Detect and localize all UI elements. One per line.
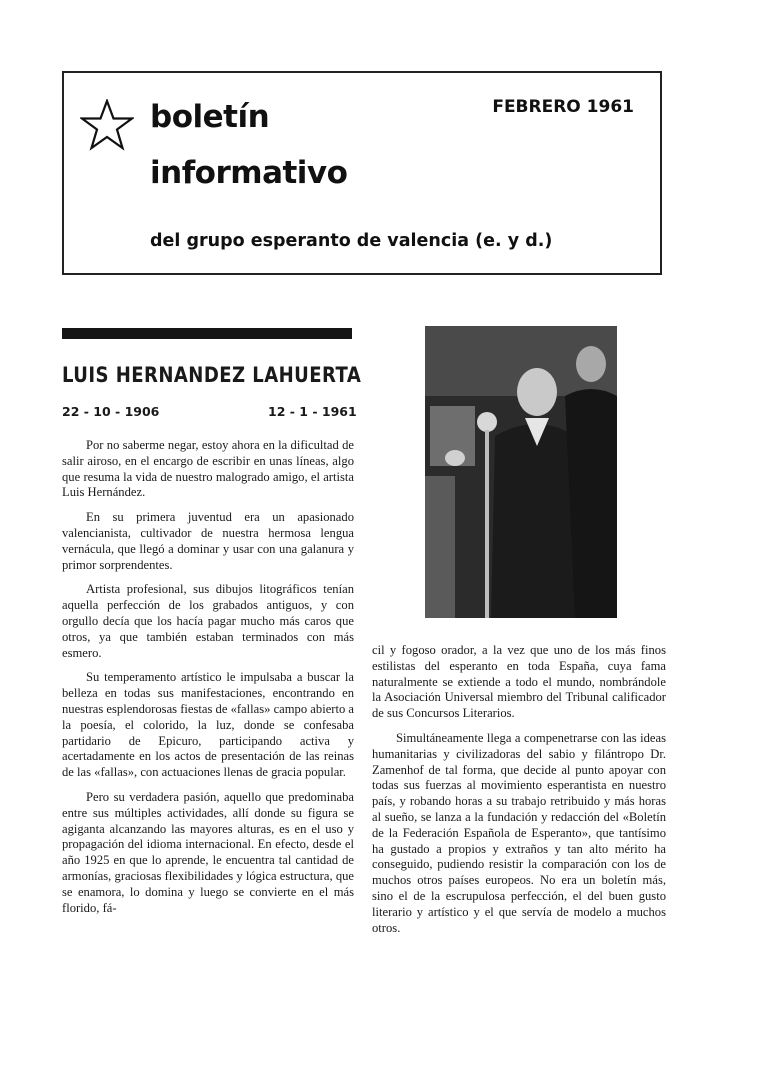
masthead-subtitle: del grupo esperanto de valencia (e. y d.) [150, 231, 553, 251]
star-icon [80, 99, 134, 151]
article-column-right [372, 643, 666, 945]
article-column-left [62, 438, 354, 925]
masthead [62, 71, 662, 275]
paragraph: Su temperamento artístico le impulsaba a buscar la belleza en todas sus manifestaciones, encontrando en nuestras esplendorosas fiestas de «fallas» campo abierto a la poesía, el colorido, la luz, donde se confesaba partidario de Epicuro, participando activa y acertadamente en los actos de presentación de las reinas de las «fallas», con actuaciones llenas de gracia popular. [62, 670, 355, 780]
section-rule [62, 328, 352, 339]
paragraph: Pero su verdadera pasión, aquello que predominaba entre sus múltiples actividades, allí donde su figura se agiganta alcanzando las mayores alturas, es en el uso y propagación del idioma internacional. En efecto, desde el año 1925 en que lo aprende, le encuentra tal cantidad de armonías, graciosas flexibilidades y lógica estructura, que se enamora, lo domina y luego se convierte en el más florido, fá- [62, 789, 354, 915]
masthead-title-line1: boletín [150, 99, 270, 135]
speaker-photo-illustration [425, 326, 617, 618]
issue-date: FEBRERO 1961 [492, 97, 634, 117]
article-title: LUIS HERNANDEZ LAHUERTA [62, 363, 362, 387]
masthead-title-line2: informativo [150, 155, 348, 191]
paragraph: Por no saberme negar, estoy ahora en la dificultad de salir airoso, en el encargo de escribir en unas líneas, algo que resuma la vida de nuestro malogrado amigo, el artista Luis Hernández. [62, 438, 354, 500]
death-date: 12 - 1 - 1961 [268, 404, 357, 419]
paragraph: cil y fogoso orador, a la vez que uno de los más finos estilistas del esperanto en toda España, cuya fama naturalmente se extiende a todo el mundo, nombrándole la Asociación Universal miembro del Tribunal calificador de sus Concursos Literarios. [372, 643, 666, 721]
paragraph: En su primera juventud era un apasionado valencianista, cultivador de nuestra hermosa lengua vernácula, que llegó a dominar y usar con una galanura y primor sorprendentes. [62, 510, 354, 572]
speaker-photo [425, 326, 617, 618]
birth-date: 22 - 10 - 1906 [62, 404, 160, 419]
paragraph: Simultáneamente llega a compenetrarse con las ideas humanitarias y civilizadoras del sabio y filántropo Dr. Zamenhof de tal forma, que decide al punto apoyar con todas sus fuerzas al movimiento esperantista en nuestro país, y robando horas a su trabajo retribuido y más horas al sueño, se lanza a la fundación y redacción del «Boletín de la Federación Española de Esperanto», que tantísimo ha gustado a propios y extraños y tan alto mérito ha conseguido, pudiendo resistir la comparación con los de muchos otros países europeos. No era un boletín más, sino el de la escrupulosa perfección, el del buen gusto literario y artístico y el que servía de modelo a muchos otros. [372, 730, 666, 935]
paragraph: Artista profesional, sus dibujos litográficos tenían aquella perfección de los grabados antiguos, y con orgullo decía que los hacía pagar mucho más caros que otros, ya que también estaban terminados con más esmero. [62, 582, 354, 660]
